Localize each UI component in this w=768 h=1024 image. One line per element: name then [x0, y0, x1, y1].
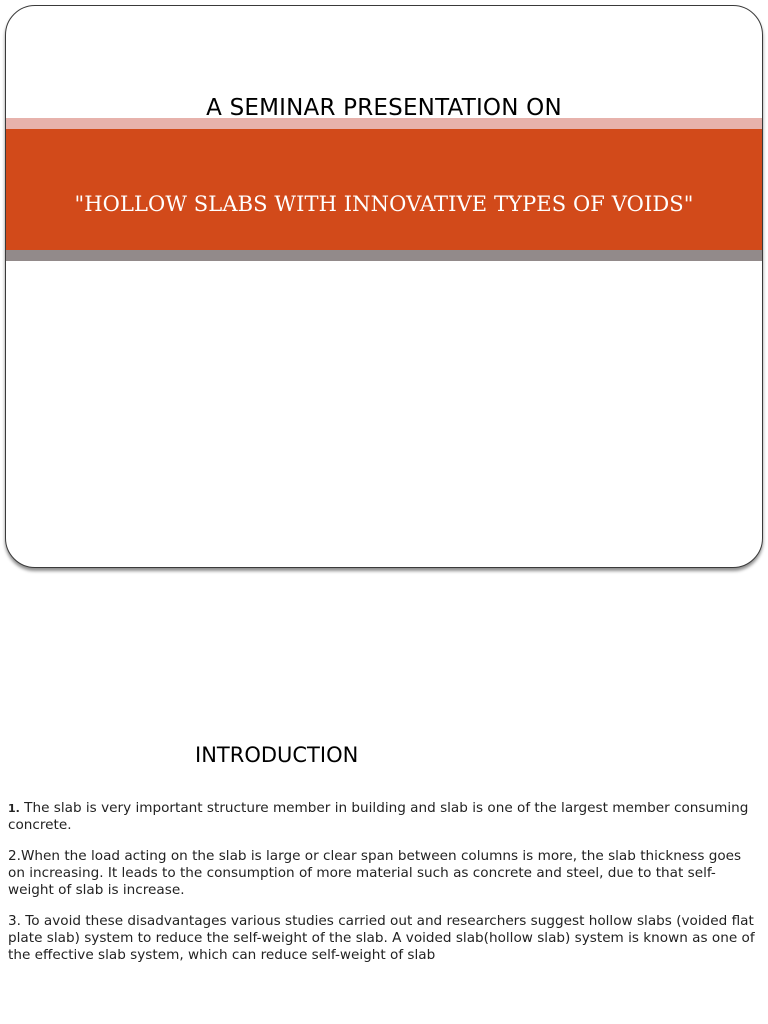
point-text: The slab is very important structure member in building and slab is one of the largest member consuming concrete. — [8, 800, 749, 833]
point-number: 1. — [8, 802, 20, 815]
introduction-heading: INTRODUCTION — [195, 743, 359, 767]
point-text: To avoid these disadvantages various studies carried out and researchers suggest hollow slabs (voided flat plate slab) system to reduce the self-weight of the slab. A voided slab(hollow slab) system is known as one of the effective slab system, which can reduce self-weight of slab — [8, 913, 755, 963]
point-number: 3. — [8, 913, 21, 929]
point-text: When the load acting on the slab is large or clear span between columns is more, the slab thickness goes on increasing. It leads to the consumption of more material such as concrete and steel, due to that self-weight of slab is increase. — [8, 848, 742, 898]
presentation-title: "HOLLOW SLABS WITH INNOVATIVE TYPES OF VOIDS" — [74, 192, 694, 216]
title-band-bottom-accent — [6, 250, 762, 261]
intro-point-1 — [8, 800, 758, 834]
title-slide — [5, 5, 763, 568]
title-band — [6, 129, 762, 250]
introduction-body — [8, 800, 758, 978]
point-number: 2. — [8, 848, 21, 864]
seminar-heading: A SEMINAR PRESENTATION ON — [206, 95, 562, 121]
intro-point-2 — [8, 848, 758, 899]
intro-point-3 — [8, 913, 758, 964]
